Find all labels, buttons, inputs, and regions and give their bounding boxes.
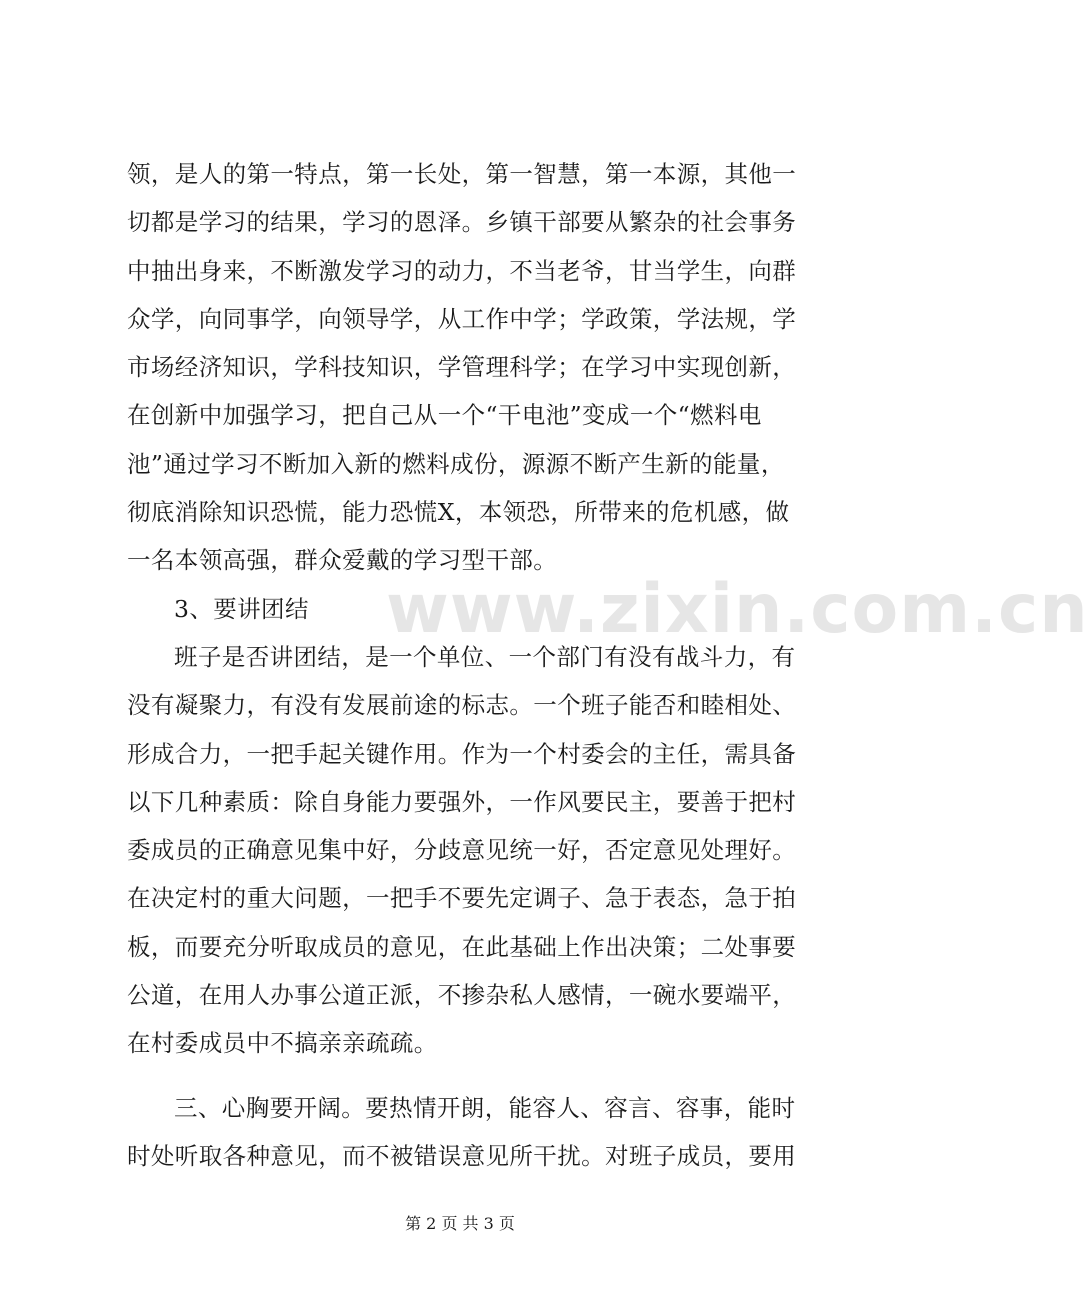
text-line: 在决定村的重大问题，一把手不要先定调子、急于表态，急于拍 <box>127 884 797 913</box>
text-line: 没有凝聚力，有没有发展前途的标志。一个班子能否和睦相处、 <box>127 691 797 720</box>
document-body <box>127 150 797 1180</box>
text-line: 以下几种素质：除自身能力要强外，一作风要民主，要善于把村 <box>127 787 797 816</box>
text-line: 切都是学习的结果，学习的恩泽。乡镇干部要从繁杂的社会事务 <box>127 208 797 237</box>
text-line: 板，而要充分听取成员的意见，在此基础上作出决策；二处事要 <box>127 932 797 961</box>
text-line: 领，是人的第一特点，第一长处，第一智慧，第一本源，其他一 <box>127 160 797 188</box>
section-heading: 3、要讲团结 <box>174 594 309 623</box>
text-line: 形成合力，一把手起关键作用。作为一个村委会的主任，需具备 <box>127 739 797 768</box>
text-line: 池”通过学习不断加入新的燃料成份，源源不断产生新的能量， <box>127 449 785 478</box>
text-line: 中抽出身来，不断激发学习的动力，不当老爷，甘当学生，向群 <box>127 256 797 285</box>
text-line: 在村委成员中不搞亲亲疏疏。 <box>127 1029 438 1058</box>
paragraph-start: 班子是否讲团结，是一个单位、一个部门有没有战斗力，有 <box>174 642 796 671</box>
text-line: 众学，向同事学，向领导学，从工作中学；学政策，学法规，学 <box>127 304 797 333</box>
text-line: 彻底消除知识恐慌，能力恐慌X，本领恐，所带来的危机感，做 <box>127 498 790 527</box>
text-line: 在创新中加强学习，把自己从一个“干电池”变成一个“燃料电 <box>127 401 762 430</box>
watermark: www.zixin.com.cn <box>386 570 1089 649</box>
text-line: 公道，在用人办事公道正派，不掺杂私人感情，一碗水要端平， <box>127 981 797 1010</box>
paragraph-start: 三、心胸要开阔。要热情开朗，能容人、容言、容事，能时 <box>174 1093 796 1122</box>
page-footer: 第 2 页 共 3 页 <box>405 1214 515 1233</box>
text-line: 时处听取各种意见，而不被错误意见所干扰。对班子成员，要用 <box>127 1141 797 1170</box>
section-gap <box>127 1068 793 1084</box>
text-line: 一名本领高强，群众爱戴的学习型干部。 <box>127 546 558 575</box>
text-line: 委成员的正确意见集中好，分歧意见统一好，否定意见处理好。 <box>127 836 797 865</box>
text-line: 市场经济知识，学科技知识，学管理科学；在学习中实现创新， <box>127 353 797 382</box>
